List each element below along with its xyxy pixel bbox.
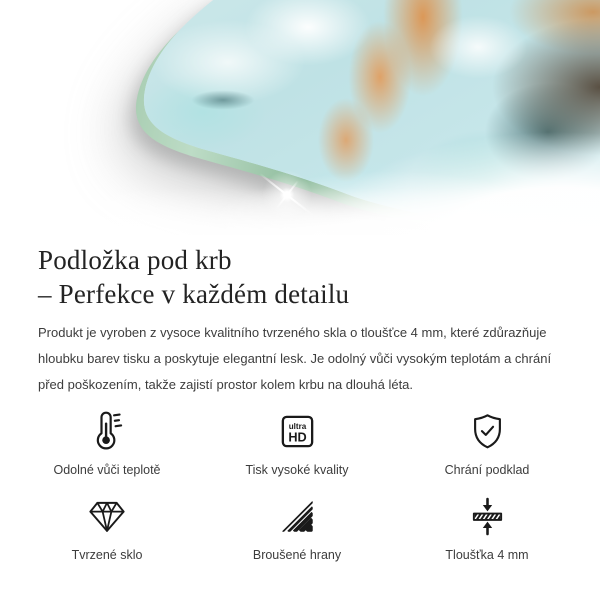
page-title xyxy=(38,243,562,311)
feature-label: Odolné vůči teplotě xyxy=(53,463,161,477)
product-image xyxy=(0,0,600,235)
thickness-icon xyxy=(467,491,508,541)
feature-label: Tvrzené sklo xyxy=(71,548,143,562)
feature-label: Tisk vysoké kvality xyxy=(245,463,349,477)
feature-label: Chrání podklad xyxy=(444,463,530,477)
feature-beveled-edges xyxy=(202,491,392,564)
feature-print-quality xyxy=(202,406,392,479)
thermometer-icon xyxy=(85,406,129,456)
feature-thickness xyxy=(392,491,582,564)
feature-grid xyxy=(12,406,582,564)
ultra-hd-icon-text-top: ultra xyxy=(288,421,306,431)
title-line-2: – Perfekce v každém detailu xyxy=(38,279,350,309)
ultra-hd-icon-text-bottom: HD xyxy=(287,429,307,445)
feature-label: Broušené hrany xyxy=(252,548,342,562)
diamond-icon xyxy=(86,491,128,541)
feature-tempered-glass xyxy=(12,491,202,564)
beveled-edges-icon xyxy=(278,491,316,541)
feature-protects-floor xyxy=(392,406,582,479)
feature-heat-resistant xyxy=(12,406,202,479)
product-description: Produkt je vyroben z vysoce kvalitního tvrzeného skla o tloušťce 4 mm, které zdůrazňuje hloubku barev tisku a poskytuje elegantní lesk. Je odolný vůči vysokým teplotám a chrání před poškozením, takže zajistí prostor kolem krbu na dlouhá léta. xyxy=(38,325,552,392)
content-area xyxy=(0,243,600,564)
shield-check-icon xyxy=(467,406,508,456)
ultra-hd-icon xyxy=(279,406,316,456)
title-line-1: Podložka pod krb xyxy=(38,245,232,275)
feature-label: Tloušťka 4 mm xyxy=(445,548,529,562)
